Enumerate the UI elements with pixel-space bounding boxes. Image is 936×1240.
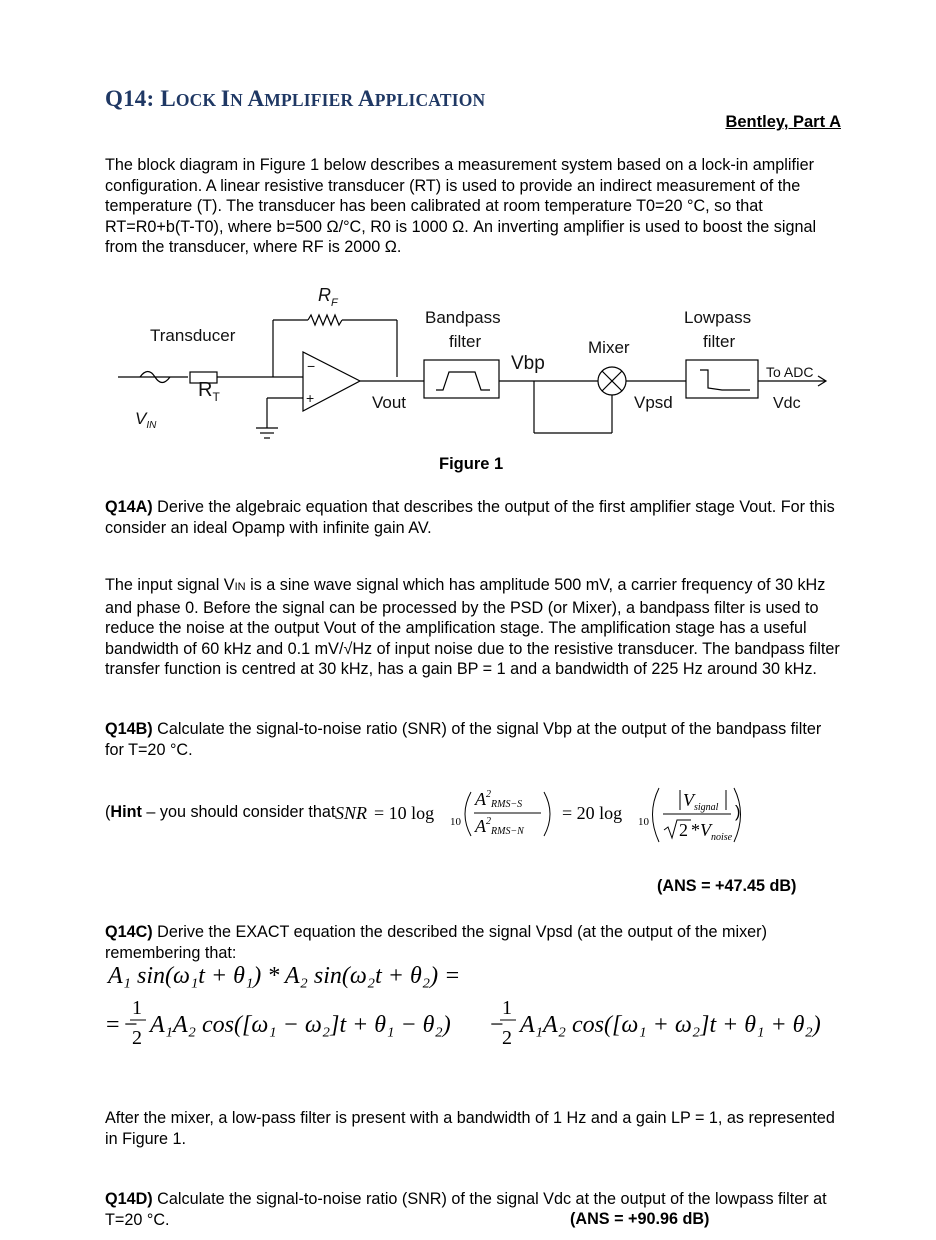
q14c-label: Q14C) <box>105 923 153 941</box>
eq-a-rms-s: $A^2_{RMS-S}$ <box>475 789 523 810</box>
hint-close-paren: ) <box>735 803 741 821</box>
author-label: Bentley, Part A <box>725 113 841 131</box>
q14d-text: Calculate the signal-to-noise ratio (SNR) of the signal Vdc at the output of the lowpass filter at T=20 °C. <box>105 1190 827 1229</box>
lowpass-label-1: Lowpass <box>684 308 752 327</box>
mixer-label: Mixer <box>588 338 630 357</box>
rt-label: $R_T$ <box>198 379 220 404</box>
eq-10log: = 10 log <box>374 803 435 823</box>
eq-20log: = 20 log <box>562 803 623 823</box>
vout-label: Vout <box>372 393 407 412</box>
q14d-answer: (ANS = +90.96 dB) <box>566 1210 709 1229</box>
vdc-label: Vdc <box>773 395 801 412</box>
bandpass-box <box>424 360 499 398</box>
q14a-paragraph <box>105 497 841 538</box>
q14a-text: Derive the algebraic equation that describes the output of the first amplifier stage Vout. For this consider an ideal Opamp with infinite gain AV. <box>105 498 835 537</box>
vin-label: $V_{IN}$ <box>135 409 157 431</box>
after-mixer-paragraph: After the mixer, a low-pass filter is present with a bandwidth of 1 Hz and a gain LP = 1, as represented in Figure 1. <box>105 1109 835 1148</box>
title-word-lock: LOCK <box>160 86 221 111</box>
vbp-label: Vbp <box>511 353 545 374</box>
eq-sub10-b: 10 <box>638 816 649 828</box>
opamp-minus: − <box>307 358 316 374</box>
eq-term-1: A₁A₂ cos([ω₁ − ω₂]t + θ₁ − θ₂) <box>150 1012 451 1038</box>
q14b-answer: (ANS = +47.45 dB) <box>657 877 797 895</box>
eq-half-den-1: 2 <box>132 1027 142 1049</box>
rf-label: $R_F$ <box>318 285 338 309</box>
lowpass-box <box>686 360 758 398</box>
q14b-paragraph <box>105 719 841 760</box>
q14c-text: Derive the EXACT equation the described the signal Vpsd (at the output of the mixer) remembering that: <box>105 923 767 962</box>
rf-resistor <box>308 315 342 325</box>
figure-caption: Figure 1 <box>439 455 504 473</box>
q14a-label: Q14A) <box>105 498 153 516</box>
eq-star: * <box>691 820 700 840</box>
q14d-paragraph <box>105 1189 841 1230</box>
eq-v-signal: $V_{signal}$ <box>683 790 719 813</box>
bandpass-label-2: filter <box>449 332 482 351</box>
lowpass-icon <box>700 370 750 390</box>
eq-sqrt2: 2 <box>679 820 688 840</box>
transducer-label: Transducer <box>150 326 236 345</box>
eq-v-noise: $V_{noise}$ <box>700 820 733 843</box>
bandpass-icon <box>436 372 490 390</box>
vpsd-label: Vpsd <box>634 393 673 412</box>
title-word-application: APPLICATION <box>357 86 486 111</box>
eq-sub10-a: 10 <box>450 816 461 828</box>
title-word-in: IN <box>220 86 248 111</box>
opamp-plus: + <box>306 390 315 406</box>
eq-term-2: A₁A₂ cos([ω₁ + ω₂]t + θ₁ + θ₂) <box>520 1012 821 1038</box>
eq-snr: SNR <box>335 803 368 823</box>
q14b-text: Calculate the signal-to-noise ratio (SNR) of the signal Vbp at the output of the bandpass filter for T=20 °C. <box>105 720 822 759</box>
eq-half-den-2: 2 <box>502 1027 512 1049</box>
to-adc-label: To ADC <box>766 364 814 380</box>
hint-text: (Hint – you should consider that <box>105 803 336 821</box>
eq-half-num-2: 1 <box>502 997 512 1019</box>
block-diagram <box>100 278 840 453</box>
title-word-amplifier: AMPLIFIER <box>247 86 358 111</box>
q14b-label: Q14B) <box>105 720 153 738</box>
title-prefix: Q14: <box>105 86 161 111</box>
eq-a-rms-n: $A^2_{RMS-N}$ <box>475 816 524 837</box>
product-equation-line1: A₁ sin(ω₁t + θ₁) * A₂ sin(ω₂t + θ₂) = <box>108 963 461 989</box>
eq-equals: = <box>106 1012 120 1038</box>
page-title <box>105 86 485 112</box>
eq-minus-1: − <box>124 1012 138 1038</box>
lowpass-label-2: filter <box>703 332 736 351</box>
bandpass-label-1: Bandpass <box>425 308 501 327</box>
product-equation-line2 <box>104 994 821 1054</box>
eq-half-num-1: 1 <box>132 997 142 1019</box>
input-signal-paragraph: The input signal VIN is a sine wave signal which has amplitude 500 mV, a carrier frequency of 30 kHz and phase 0. Before the signal can be processed by the PSD (or Mixer), a bandpass filter is used to reduce the noise at the output Vout of the amplification stage. The amplification stage has a useful bandwidth of 60 kHz and 0.1 mV/√Hz of input noise due to the resistive transducer. The bandpass filter transfer function is centred at 30 kHz, has a gain BP = 1 and a bandwidth of 225 Hz around 30 kHz. <box>105 576 840 679</box>
snr-equation <box>333 780 753 848</box>
q14d-label: Q14D) <box>105 1190 153 1208</box>
intro-paragraph: The block diagram in Figure 1 below describes a measurement system based on a lock-in amplifier configuration. A linear resistive transducer (RT) is used to provide an indirect measurement of the temperature (T). The transducer has been calibrated at room temperature T0=20 °C, so that RT=R0+b(T-T0), where b=500 Ω/°C, R0 is 1000 Ω. An inverting amplifier is used to boost the signal from the transducer, where RF is 2000 Ω. <box>105 156 817 257</box>
q14c-paragraph <box>105 922 841 963</box>
eq-minus-2: − <box>490 1012 504 1038</box>
